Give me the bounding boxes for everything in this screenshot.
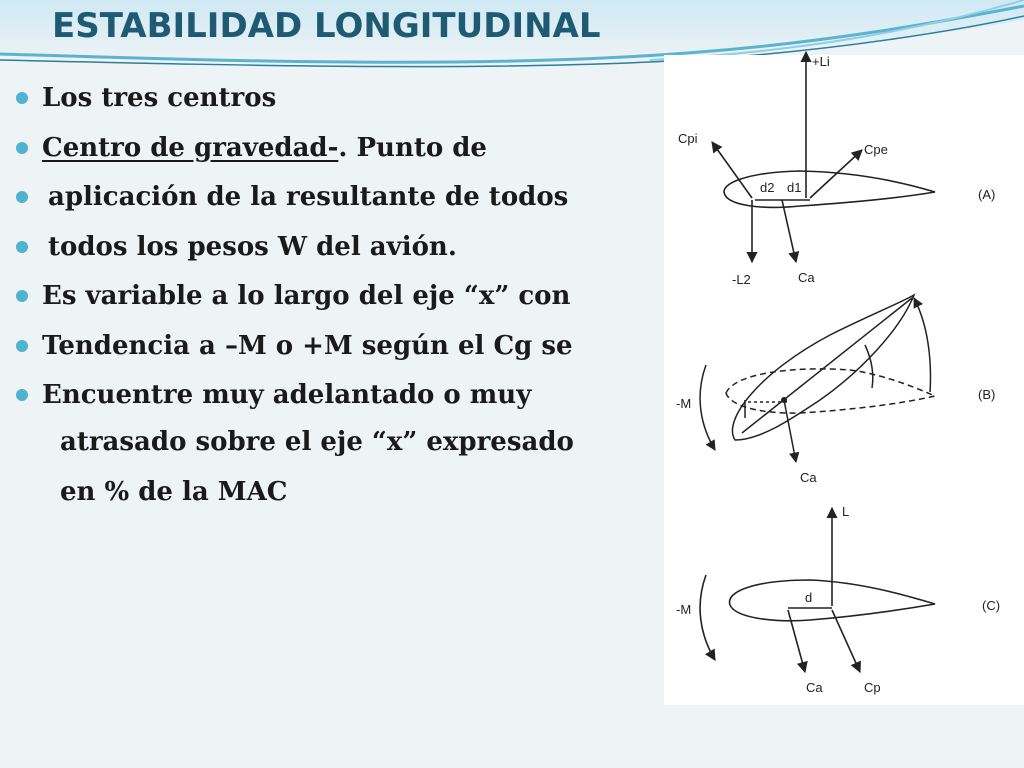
pivot-point-b (781, 397, 787, 403)
bullet-list (0, 78, 660, 425)
bullet-text: Es variable a lo largo del eje “x” con (42, 281, 571, 311)
label-cpi: Cpi (678, 131, 698, 146)
label-d2: d2 (760, 180, 775, 195)
diagram-a (712, 52, 935, 262)
continuation-line: atrasado sobre el eje “x” expresado (60, 427, 574, 457)
underlined-term: Centro de gravedad- (42, 132, 339, 163)
bullet-text: aplicación de la resultante de todos (48, 182, 569, 212)
label-ca-b: Ca (800, 470, 817, 485)
bullet-dot-icon (16, 290, 28, 302)
label-ca-c: Ca (806, 680, 823, 695)
label-b: (B) (978, 387, 996, 402)
label-d1: d1 (787, 180, 802, 195)
label-d: d (805, 590, 813, 605)
label-a: (A) (978, 187, 996, 202)
label-minus-m-c: -M (676, 602, 692, 617)
label-minus-m-b: -M (676, 396, 692, 411)
bullet-item (0, 177, 660, 227)
cp-arrow-c (832, 610, 860, 672)
bullet-text: Tendencia a –M o +M según el Cg se (42, 330, 573, 361)
continuation-line: en % de la MAC (60, 477, 288, 507)
cpi-arrow (712, 142, 752, 198)
moment-arc-c (700, 575, 715, 660)
small-arc-b (865, 345, 873, 388)
label-ca-a: Ca (798, 270, 815, 285)
rotation-arc-b (914, 298, 930, 392)
bullet-dot-icon (16, 241, 28, 253)
bullet-text-rest: . Punto de (338, 132, 487, 163)
slide-title: ESTABILIDAD LONGITUDINAL (52, 6, 601, 46)
diagram-b (700, 295, 935, 462)
bullet-text (42, 128, 487, 168)
airfoil-diagram (664, 0, 1024, 720)
bullet-item (0, 375, 660, 425)
label-cp-c: Cp (864, 680, 881, 695)
ca-arrow-c (788, 610, 805, 672)
bullet-text: Encuentre muy adelantado o muy (42, 380, 532, 410)
bullet-item (0, 128, 660, 178)
ca-arrow-b (784, 400, 796, 462)
bullet-item (0, 276, 660, 326)
bullet-item (0, 227, 660, 277)
ca-arrow-a (782, 200, 796, 262)
bullet-text: todos los pesos W del avión. (48, 231, 457, 262)
bullet-dot-icon (16, 142, 28, 154)
moment-arc-b (700, 365, 715, 450)
label-c: (C) (982, 598, 1001, 613)
bullet-dot-icon (16, 389, 28, 401)
label-plus-li: +Li (812, 54, 830, 69)
airfoil-a (724, 171, 935, 207)
airfoil-b-dashed (726, 369, 935, 413)
label-l2: -L2 (732, 272, 751, 287)
cpe-arrow (810, 150, 862, 198)
bullet-text: Los tres centros (42, 83, 277, 113)
bullet-dot-icon (16, 191, 28, 203)
label-l: L (842, 504, 850, 519)
label-cpe: Cpe (864, 142, 888, 157)
bullet-item (0, 78, 660, 128)
diagram-c (700, 508, 935, 672)
bullet-dot-icon (16, 340, 28, 352)
bullet-item (0, 326, 660, 376)
bullet-dot-icon (16, 92, 28, 104)
